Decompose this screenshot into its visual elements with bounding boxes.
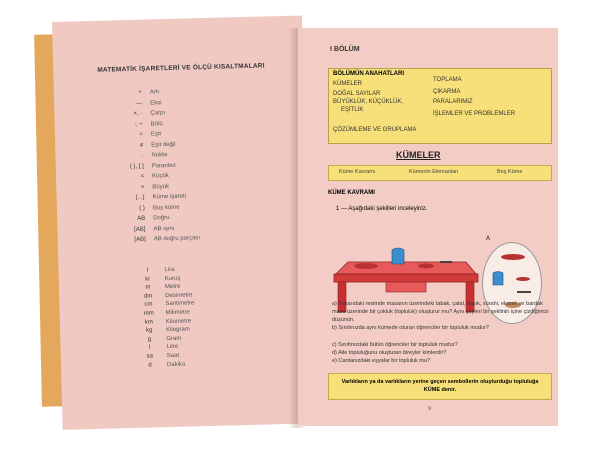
unit-abbreviation: d [148, 362, 152, 369]
exercise-prompt: 1 — Aşağıdaki şekilleri inceleyiniz. [336, 206, 428, 212]
outline-item: PARALARIMIZ [433, 99, 473, 105]
unit-abbreviation: m [145, 284, 151, 291]
unit-row [138, 336, 181, 343]
symbol-row [116, 235, 200, 243]
exercise-item-c: c) Sınıfınızdaki bütün öğrenciler bir topluluk mudur? [332, 342, 458, 348]
outline-item: BÜYÜKLÜK, KÜÇÜKLÜK, [333, 99, 404, 105]
exercise-item-a: a) Yukarıdaki resimde masanın üzerindeki tabak, çatal, kaşık, sürahi, ekmek ve bardak masa üzerinde bir çokluk (topluluk) oluşturur mu? Aynı şeyleri bir şeklinin içine çizdiğimizi düşünün. [332, 301, 549, 323]
symbol-glyph: + [138, 89, 142, 96]
symbol-glyph: ( ), [ ] [129, 163, 144, 170]
symbol-label: Boş küme [152, 204, 180, 211]
unit-abbreviation: cm [144, 301, 153, 309]
unit-row [137, 301, 194, 308]
unit-label: Litre [166, 344, 179, 351]
symbol-glyph: > [140, 184, 145, 191]
unit-row [137, 284, 180, 291]
unit-row [138, 344, 178, 351]
unit-label: Dakika [166, 361, 186, 368]
unit-label: Kilogram [166, 326, 190, 334]
subtopic-bar [328, 165, 552, 181]
page-number: 9 [428, 406, 432, 412]
symbol-row [112, 100, 161, 107]
symbol-glyph: = [139, 131, 144, 138]
unit-label: Desimetre [165, 292, 193, 299]
left-page-title: MATEMATİK İŞARETLERİ VE ÖLÇÜ KISALTMALARI [97, 62, 265, 74]
symbol-row [114, 173, 169, 180]
outline-heading: BÖLÜMÜN ANAHATLARI [333, 71, 404, 77]
unit-row [138, 318, 191, 325]
symbol-glyph: :, ÷ [134, 121, 143, 128]
symbol-glyph: [AB] [134, 226, 146, 233]
symbol-glyph: ( ) [139, 205, 145, 212]
unit-label: Metre [164, 283, 181, 291]
exercise-item-d: d) Aile topluluğunu oluşturan bireyler kimlerdir? [332, 350, 447, 356]
definition-text: Varlıkların ya da varlıkların yerine geçen sembollerin oluşturduğu topluluğa KÜME denir. [341, 379, 539, 393]
set-label: A [486, 236, 491, 242]
symbol-label: Eksi [150, 99, 162, 106]
symbol-label: Bölü [150, 120, 163, 127]
outline-item: ÇÖZÜMLEME VE GRUPLAMA [333, 127, 417, 133]
symbol-label: Doğru [153, 214, 170, 222]
symbol-row [115, 215, 169, 222]
left-page [52, 15, 313, 429]
unit-abbreviation: kg [145, 327, 153, 334]
symbol-label: Eşit [150, 131, 162, 138]
chapter-outline-box [328, 68, 552, 144]
unit-abbreviation: km [144, 319, 153, 326]
unit-row [138, 309, 190, 316]
symbol-label: Çarpı [150, 110, 166, 117]
concept-heading: KÜME KAVRAMI [328, 190, 375, 196]
subtopic: Küme Kavramı [339, 169, 376, 175]
unit-label: Saat [166, 352, 180, 360]
unit-row [138, 327, 190, 334]
symbol-label: Büyük [152, 183, 170, 190]
unit-abbreviation: l [148, 344, 151, 351]
symbol-row [112, 89, 159, 96]
unit-row [137, 275, 181, 282]
outline-item: EŞİTLİK [341, 107, 364, 113]
symbol-glyph: [AB] [134, 236, 146, 243]
symbol-row [115, 194, 186, 202]
unit-abbreviation: g [147, 336, 152, 343]
symbol-glyph: < [140, 173, 145, 180]
right-page [298, 28, 558, 426]
unit-row [139, 353, 179, 360]
symbol-glyph: AB [137, 215, 146, 222]
unit-label: Santimetre [165, 300, 195, 308]
exercise-item-e: e) Cantanızdaki eşyalar bir topluluk mu? [332, 358, 431, 364]
unit-row [136, 267, 174, 274]
symbol-row [113, 131, 161, 138]
unit-abbreviation: mm [143, 310, 154, 317]
symbol-row [113, 152, 167, 159]
unit-label: Milimetre [165, 309, 191, 317]
symbol-label: Küçük [151, 172, 169, 180]
symbol-row [112, 110, 165, 117]
unit-abbreviation: dm [143, 293, 153, 300]
outline-item: ÇIKARMA [433, 89, 461, 95]
unit-abbreviation: sa [146, 353, 154, 360]
symbol-row [113, 141, 175, 149]
unit-row [137, 292, 192, 299]
symbol-label: Parantez [151, 162, 176, 169]
symbol-row [114, 183, 169, 190]
symbol-glyph: ×, · [133, 110, 143, 117]
outline-item: İŞLEMLER VE PROBLEMLER [433, 111, 516, 117]
unit-row [139, 361, 185, 368]
symbol-row [114, 162, 176, 170]
symbol-row [113, 121, 163, 128]
symbol-label: AB ışını [153, 225, 175, 232]
symbol-glyph: — [136, 100, 143, 107]
exercise-item-b: b) Sınıfınızda aynı kümede oturan öğrenciler bir topluluk mudur? [332, 325, 489, 331]
section-title: KÜMELER [396, 150, 441, 160]
chapter-title: I BÖLÜM [330, 46, 360, 53]
unit-label: Lira [164, 266, 175, 274]
subtopic: Kümenin Elemanları [409, 169, 459, 175]
outline-item: DOĞAL SAYILAR [333, 91, 381, 97]
symbol-glyph: {...} [135, 194, 145, 201]
outline-item: TOPLAMA [433, 77, 462, 83]
symbol-label: Küme işareti [152, 193, 187, 201]
subtopic: Boş Küme [497, 169, 523, 175]
symbol-label: Eşit değil [151, 141, 176, 148]
unit-label: Gram [166, 335, 182, 342]
unit-abbreviation: kr [145, 276, 151, 283]
unit-label: Kilometre [165, 318, 192, 325]
symbol-label: AB doğru parçası [153, 235, 201, 243]
unit-label: Kuruş [164, 275, 181, 282]
symbol-glyph: ≠ [139, 142, 144, 149]
symbol-glyph: . [141, 152, 144, 159]
symbol-label: Nokta [151, 152, 168, 159]
symbol-row [115, 225, 174, 233]
unit-abbreviation: l [146, 267, 149, 274]
symbol-row [115, 204, 180, 212]
outline-item: KÜMELER [333, 81, 363, 87]
symbol-label: Artı [149, 89, 160, 96]
definition-box [328, 373, 552, 400]
